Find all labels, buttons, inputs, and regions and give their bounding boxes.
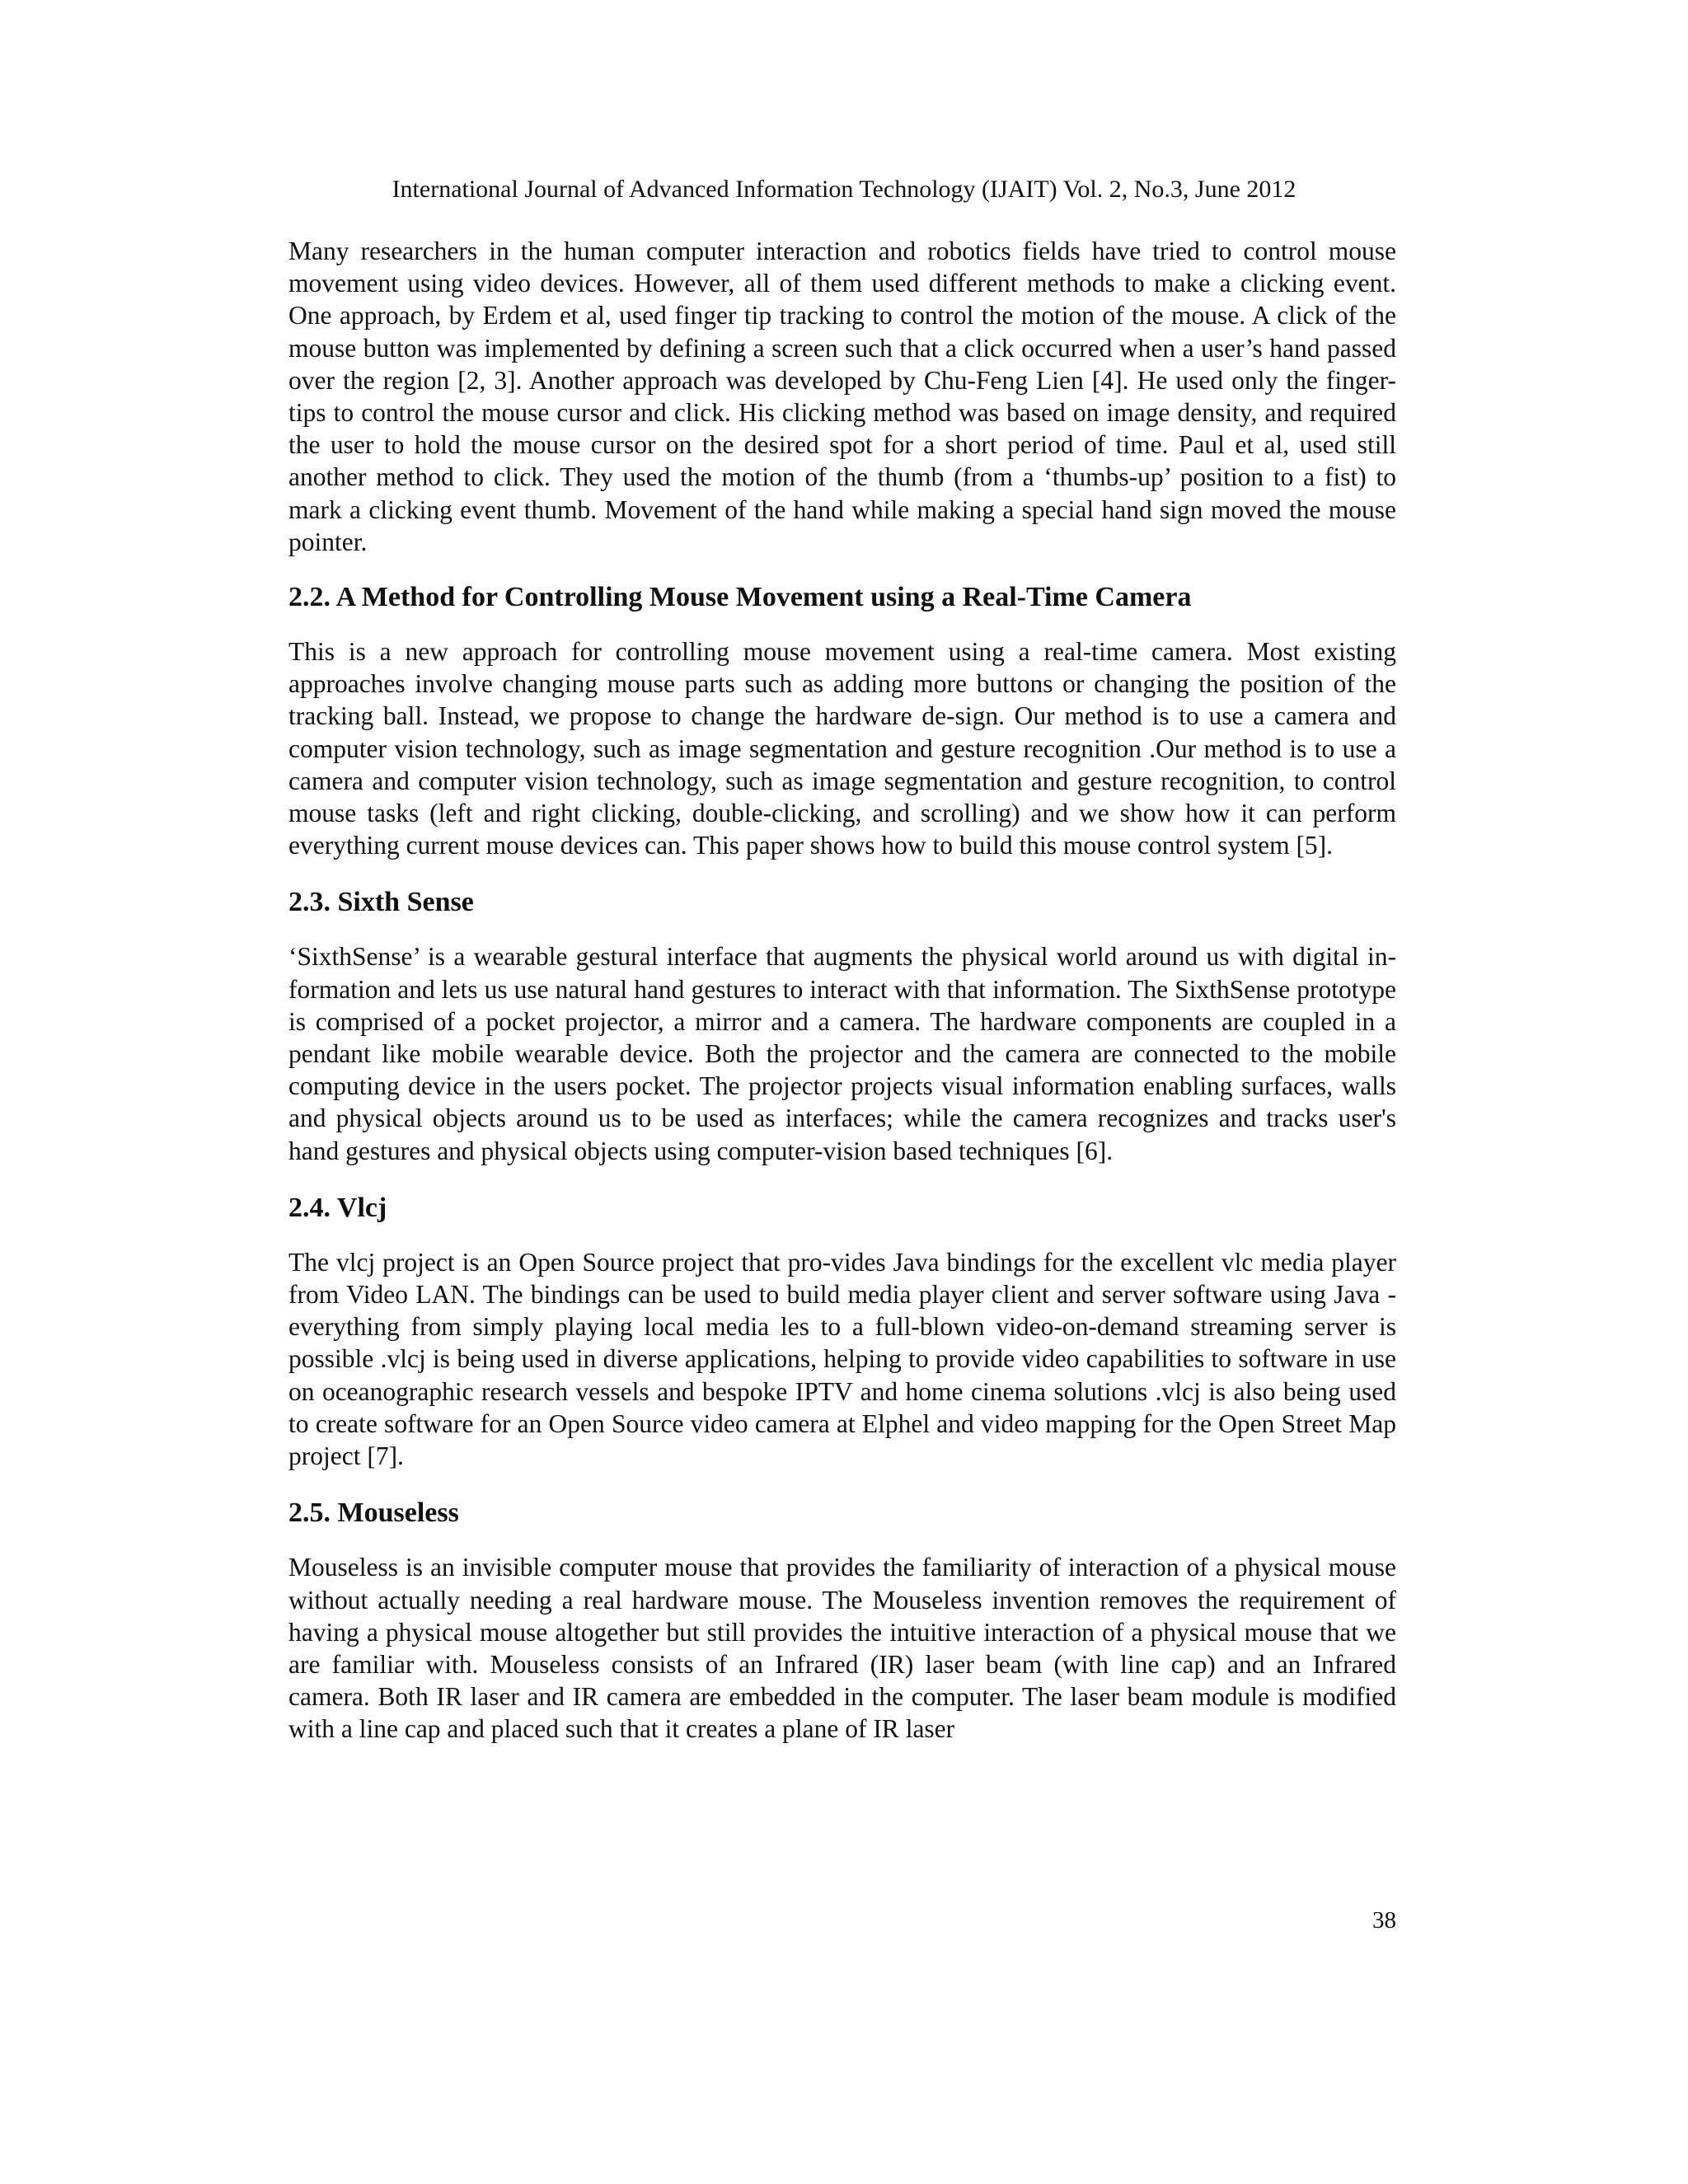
page-body <box>288 235 1396 1746</box>
journal-header: International Journal of Advanced Information Technology (IJAIT) Vol. 2, No.3, June 2012 <box>392 176 1296 203</box>
section-2-5-paragraph: Mouseless is an invisible computer mouse that provides the familiarity of interaction of a physical mouse without actually needing a real hardware mouse. The Mouseless invention removes the requirement of having a physical mouse altogether but still provides the intuitive interaction of a physical mouse that we are familiar with. Mouseless consists of an Infrared (IR) laser beam (with line cap) and an Infrared camera. Both IR laser and IR camera are embedded in the computer. The laser beam module is modified with a line cap and placed such that it creates a plane of IR laser <box>288 1553 1396 1744</box>
intro-paragraph: Many researchers in the human computer interaction and robotics fields have tried to control mouse movement using video devices. However, all of them used different methods to make a clicking event. One approach, by Erdem et al, used finger tip tracking to control the motion of the mouse. A click of the mouse button was implemented by defining a screen such that a click occurred when a user’s hand passed over the region [2, 3]. Another approach was developed by Chu-Feng Lien [4]. He used only the finger-tips to control the mouse cursor and click. His clicking method was based on image density, and required the user to hold the mouse cursor on the desired spot for a short period of time. Paul et al, used still another method to click. They used the motion of the thumb (from a ‘thumbs-up’ position to a fist) to mark a clicking event thumb. Movement of the hand while making a special hand sign moved the mouse pointer. <box>288 237 1396 556</box>
section-2-3-paragraph: ‘SixthSense’ is a wearable gestural interface that augments the physical world around us with digital in-formation and lets us use natural hand gestures to interact with that information. The SixthSense prototype is comprised of a pocket projector, a mirror and a camera. The hardware components are coupled in a pendant like mobile wearable device. Both the projector and the camera are connected to the mobile computing device in the users pocket. The projector projects visual information enabling surfaces, walls and physical objects around us to be used as interfaces; while the camera recognizes and tracks user's hand gestures and physical objects using computer-vision based techniques [6]. <box>288 942 1396 1165</box>
section-2-2-heading: 2.2. A Method for Controlling Mouse Movement using a Real-Time Camera <box>288 582 1192 613</box>
section-2-4-heading: 2.4. Vlcj <box>288 1192 387 1223</box>
section-2-2-paragraph: This is a new approach for controlling mouse movement using a real-time camera. Most existing approaches involve changing mouse parts such as adding more buttons or changing the position of the tracking ball. Instead, we propose to change the hardware de-sign. Our method is to use a camera and computer vision technology, such as image segmentation and gesture recognition .Our method is to use a camera and computer vision technology, such as image segmentation and gesture recognition, to control mouse tasks (left and right clicking, double-clicking, and scrolling) and we show how it can perform everything current mouse devices can. This paper shows how to build this mouse control system [5]. <box>288 637 1396 860</box>
page-number: 38 <box>1372 1907 1396 1933</box>
section-2-4-paragraph: The vlcj project is an Open Source project that pro-vides Java bindings for the excellent vlc media player from Video LAN. The bindings can be used to build media player client and server software using Java - everything from simply playing local media les to a full-blown video-on-demand streaming server is possible .vlcj is being used in diverse applications, helping to provide video capabilities to software in use on oceanographic research vessels and bespoke IPTV and home cinema solutions .vlcj is also being used to create software for an Open Source video camera at Elphel and video mapping for the Open Street Map project [7]. <box>288 1247 1396 1471</box>
section-2-5-heading: 2.5. Mouseless <box>288 1497 459 1529</box>
section-2-3-heading: 2.3. Sixth Sense <box>288 887 474 918</box>
